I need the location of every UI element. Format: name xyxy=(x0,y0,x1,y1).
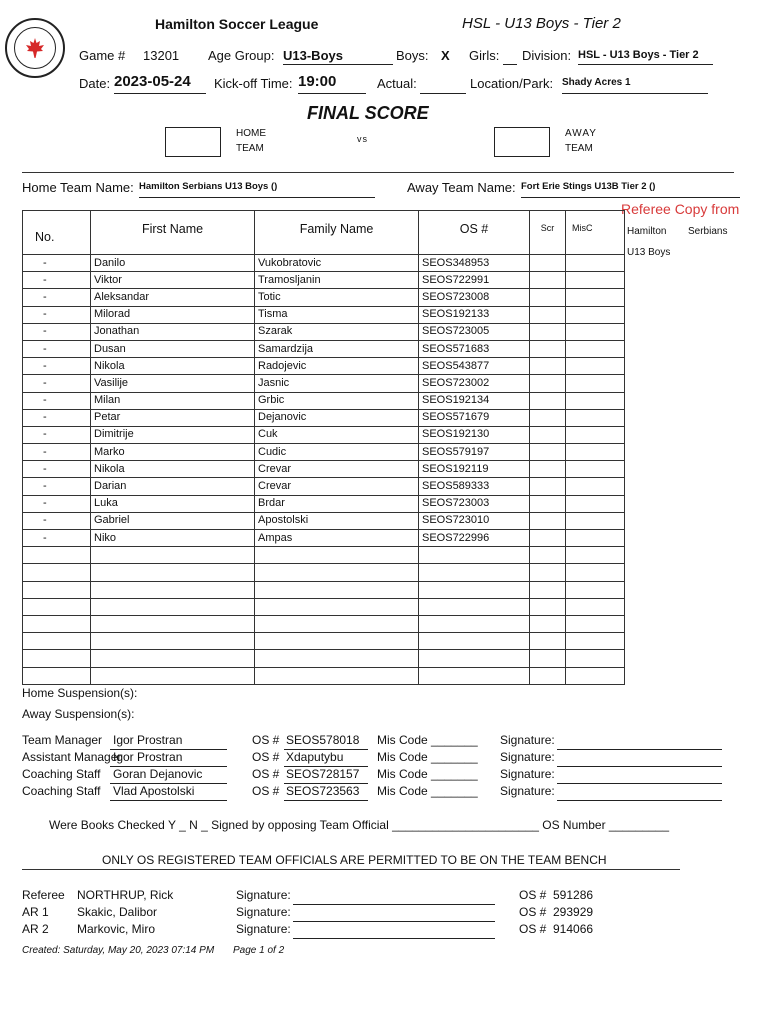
scr-cell[interactable] xyxy=(530,409,566,426)
player-number xyxy=(23,650,91,667)
family-name: Crevar xyxy=(255,478,419,495)
player-number xyxy=(23,667,91,684)
official-signature-label: Signature: xyxy=(236,922,291,936)
family-name: Ampas xyxy=(255,530,419,547)
division-label: Division: xyxy=(522,48,572,63)
player-number: - xyxy=(23,478,91,495)
family-name: Tisma xyxy=(255,306,419,323)
first-name: Dimitrije xyxy=(91,426,255,443)
misc-cell[interactable] xyxy=(566,340,625,357)
staff-role: Team Manager xyxy=(22,733,103,747)
scr-cell[interactable] xyxy=(530,547,566,564)
table-row xyxy=(23,667,625,684)
game-number: 13201 xyxy=(143,48,180,63)
scr-cell[interactable] xyxy=(530,581,566,598)
age-group-value[interactable]: U13-Boys xyxy=(283,48,393,65)
os-number: SEOS543877 xyxy=(419,358,530,375)
family-name xyxy=(255,667,419,684)
misc-cell[interactable] xyxy=(566,495,625,512)
staff-signature-label: Signature: xyxy=(500,767,555,781)
game-label: Game # xyxy=(79,48,126,63)
family-name: Totic xyxy=(255,289,419,306)
division-title: HSL - U13 Boys - Tier 2 xyxy=(462,15,621,32)
scr-cell[interactable] xyxy=(530,358,566,375)
home-team-label-line1: HOME xyxy=(236,128,266,139)
misc-cell[interactable] xyxy=(566,512,625,529)
header-misc: MisC xyxy=(566,211,625,255)
scr-cell[interactable] xyxy=(530,650,566,667)
player-number: - xyxy=(23,272,91,289)
player-number xyxy=(23,615,91,632)
family-name: Cuk xyxy=(255,426,419,443)
os-number: SEOS192130 xyxy=(419,426,530,443)
os-number xyxy=(419,650,530,667)
official-signature-field[interactable] xyxy=(293,903,495,905)
header-no: No. xyxy=(23,211,91,255)
table-row xyxy=(23,564,625,581)
family-name: Grbic xyxy=(255,392,419,409)
misc-cell[interactable] xyxy=(566,375,625,392)
family-name: Brdar xyxy=(255,495,419,512)
player-number xyxy=(23,547,91,564)
first-name: Dusan xyxy=(91,340,255,357)
league-title: Hamilton Soccer League xyxy=(155,16,319,32)
os-number: SEOS723008 xyxy=(419,289,530,306)
misc-cell[interactable] xyxy=(566,392,625,409)
misc-cell[interactable] xyxy=(566,650,625,667)
table-row xyxy=(23,375,625,392)
scr-cell[interactable] xyxy=(530,392,566,409)
table-row xyxy=(23,426,625,443)
boys-value[interactable]: X xyxy=(441,48,450,63)
girls-value[interactable] xyxy=(503,48,517,65)
final-score-title: FINAL SCORE xyxy=(307,103,429,123)
os-number: SEOS722991 xyxy=(419,272,530,289)
player-number: - xyxy=(23,289,91,306)
staff-name: Vlad Apostolski xyxy=(113,784,195,798)
family-name: Vukobratovic xyxy=(255,255,419,272)
misc-cell[interactable] xyxy=(566,530,625,547)
misc-cell[interactable] xyxy=(566,409,625,426)
misc-cell[interactable] xyxy=(566,478,625,495)
table-row xyxy=(23,495,625,512)
misc-cell[interactable] xyxy=(566,289,625,306)
family-name xyxy=(255,581,419,598)
family-name xyxy=(255,650,419,667)
table-row xyxy=(23,547,625,564)
staff-mis-code: Mis Code _______ xyxy=(377,733,478,747)
official-name: NORTHRUP, Rick xyxy=(77,888,174,902)
misc-cell[interactable] xyxy=(566,461,625,478)
family-name: Samardzija xyxy=(255,340,419,357)
os-number xyxy=(419,667,530,684)
first-name: Darian xyxy=(91,478,255,495)
player-number: - xyxy=(23,392,91,409)
staff-signature-field[interactable] xyxy=(557,748,722,750)
os-number: SEOS192133 xyxy=(419,306,530,323)
scr-cell[interactable] xyxy=(530,461,566,478)
scr-cell[interactable] xyxy=(530,598,566,615)
os-number xyxy=(419,547,530,564)
bench-notice: ONLY OS REGISTERED TEAM OFFICIALS ARE PERMITTED TO BE ON THE TEAM BENCH xyxy=(102,853,607,867)
player-number: - xyxy=(23,375,91,392)
scr-cell[interactable] xyxy=(530,340,566,357)
location-value[interactable]: Shady Acres 1 xyxy=(562,77,708,94)
scr-cell[interactable] xyxy=(530,495,566,512)
location-label: Location/Park: xyxy=(470,76,554,91)
first-name xyxy=(91,633,255,650)
staff-os-label: OS # xyxy=(252,750,280,764)
staff-mis-code: Mis Code _______ xyxy=(377,784,478,798)
staff-os-number: SEOS578018 xyxy=(286,733,360,747)
header-os-number: OS # xyxy=(419,211,530,255)
home-score-box[interactable] xyxy=(165,127,221,157)
player-number: - xyxy=(23,426,91,443)
first-name: Nikola xyxy=(91,358,255,375)
os-number: SEOS192134 xyxy=(419,392,530,409)
os-number xyxy=(419,633,530,650)
scr-cell[interactable] xyxy=(530,615,566,632)
staff-mis-code: Mis Code _______ xyxy=(377,767,478,781)
table-row xyxy=(23,306,625,323)
table-row xyxy=(23,598,625,615)
scr-cell[interactable] xyxy=(530,289,566,306)
away-suspensions-label: Away Suspension(s): xyxy=(22,707,135,721)
os-number: SEOS348953 xyxy=(419,255,530,272)
player-number: - xyxy=(23,409,91,426)
family-name xyxy=(255,633,419,650)
created-timestamp: Created: Saturday, May 20, 2023 07:14 PM xyxy=(22,945,215,956)
family-name: Crevar xyxy=(255,461,419,478)
scr-cell[interactable] xyxy=(530,323,566,340)
scr-cell[interactable] xyxy=(530,478,566,495)
first-name xyxy=(91,598,255,615)
official-os-label: OS # xyxy=(519,888,547,902)
table-row xyxy=(23,650,625,667)
away-team-label-line2: TEAM xyxy=(565,143,593,154)
staff-os-underline xyxy=(284,799,368,801)
family-name: Tramosljanin xyxy=(255,272,419,289)
misc-cell[interactable] xyxy=(566,615,625,632)
family-name xyxy=(255,615,419,632)
first-name xyxy=(91,650,255,667)
staff-os-label: OS # xyxy=(252,784,280,798)
vs-label: vs xyxy=(357,134,368,144)
first-name: Gabriel xyxy=(91,512,255,529)
table-row xyxy=(23,461,625,478)
table-row xyxy=(23,581,625,598)
os-number: SEOS723010 xyxy=(419,512,530,529)
table-row xyxy=(23,478,625,495)
kickoff-label: Kick-off Time: xyxy=(214,76,293,91)
staff-os-label: OS # xyxy=(252,767,280,781)
staff-role: Coaching Staff xyxy=(22,767,101,781)
division-value[interactable]: HSL - U13 Boys - Tier 2 xyxy=(578,49,713,65)
misc-cell[interactable] xyxy=(566,444,625,461)
table-row xyxy=(23,289,625,306)
player-number: - xyxy=(23,358,91,375)
staff-os-number: SEOS728157 xyxy=(286,767,360,781)
misc-cell[interactable] xyxy=(566,306,625,323)
first-name: Jonathan xyxy=(91,323,255,340)
table-row xyxy=(23,272,625,289)
os-number xyxy=(419,615,530,632)
roster-table xyxy=(22,210,625,685)
first-name xyxy=(91,581,255,598)
official-role: AR 2 xyxy=(22,922,49,936)
os-number: SEOS723003 xyxy=(419,495,530,512)
referee-copy-word2: Serbians xyxy=(688,226,728,237)
staff-os-label: OS # xyxy=(252,733,280,747)
scr-cell[interactable] xyxy=(530,512,566,529)
os-number xyxy=(419,564,530,581)
misc-cell[interactable] xyxy=(566,598,625,615)
home-team-label-line2: TEAM xyxy=(236,143,264,154)
staff-signature-field[interactable] xyxy=(557,799,722,801)
misc-cell[interactable] xyxy=(566,426,625,443)
roster-header-row xyxy=(23,211,625,255)
header-first-name: First Name xyxy=(91,211,255,255)
os-number: SEOS723002 xyxy=(419,375,530,392)
first-name xyxy=(91,564,255,581)
girls-label: Girls: xyxy=(469,48,500,63)
first-name: Nikola xyxy=(91,461,255,478)
staff-role: Coaching Staff xyxy=(22,784,101,798)
home-team-name-label: Home Team Name: xyxy=(22,180,134,195)
table-row xyxy=(23,444,625,461)
scr-cell[interactable] xyxy=(530,530,566,547)
misc-cell[interactable] xyxy=(566,358,625,375)
scr-cell[interactable] xyxy=(530,255,566,272)
player-number: - xyxy=(23,512,91,529)
os-number: SEOS589333 xyxy=(419,478,530,495)
os-number: SEOS579197 xyxy=(419,444,530,461)
age-group-label: Age Group: xyxy=(208,48,275,63)
first-name xyxy=(91,615,255,632)
family-name: Jasnic xyxy=(255,375,419,392)
family-name xyxy=(255,598,419,615)
date-value[interactable]: 2023-05-24 xyxy=(114,73,206,94)
staff-signature-field[interactable] xyxy=(557,782,722,784)
player-number: - xyxy=(23,306,91,323)
player-number: - xyxy=(23,530,91,547)
scr-cell[interactable] xyxy=(530,306,566,323)
first-name xyxy=(91,547,255,564)
maple-leaf-icon xyxy=(14,27,56,69)
staff-signature-label: Signature: xyxy=(500,750,555,764)
official-signature-label: Signature: xyxy=(236,888,291,902)
misc-cell[interactable] xyxy=(566,633,625,650)
player-number: - xyxy=(23,255,91,272)
staff-name: Igor Prostran xyxy=(113,733,183,747)
table-row xyxy=(23,255,625,272)
os-number xyxy=(419,598,530,615)
staff-name-underline xyxy=(110,799,227,801)
header-scr: Scr xyxy=(530,211,566,255)
first-name: Danilo xyxy=(91,255,255,272)
staff-mis-code: Mis Code _______ xyxy=(377,750,478,764)
first-name: Luka xyxy=(91,495,255,512)
first-name: Viktor xyxy=(91,272,255,289)
staff-name: Igor Prostran xyxy=(113,750,183,764)
player-number xyxy=(23,581,91,598)
staff-name: Goran Dejanovic xyxy=(113,767,203,781)
page-number: Page 1 of 2 xyxy=(233,945,285,956)
player-number: - xyxy=(23,323,91,340)
official-os-label: OS # xyxy=(519,905,547,919)
home-suspensions-label: Home Suspension(s): xyxy=(22,686,138,700)
table-row xyxy=(23,323,625,340)
away-team-name-label: Away Team Name: xyxy=(407,180,516,195)
player-number: - xyxy=(23,444,91,461)
os-number: SEOS722996 xyxy=(419,530,530,547)
misc-cell[interactable] xyxy=(566,255,625,272)
table-row xyxy=(23,512,625,529)
boys-label: Boys: xyxy=(396,48,429,63)
player-number xyxy=(23,598,91,615)
away-team-name-value[interactable]: Fort Erie Stings U13B Tier 2 () xyxy=(521,181,740,198)
referee-copy-word1: Hamilton xyxy=(627,226,667,237)
family-name: Dejanovic xyxy=(255,409,419,426)
header-family-name: Family Name xyxy=(255,211,419,255)
family-name: Radojevic xyxy=(255,358,419,375)
first-name: Milan xyxy=(91,392,255,409)
official-os-number: 293929 xyxy=(553,905,594,919)
first-name: Milorad xyxy=(91,306,255,323)
actual-value[interactable] xyxy=(420,76,466,94)
scr-cell[interactable] xyxy=(530,272,566,289)
first-name: Vasilije xyxy=(91,375,255,392)
first-name xyxy=(91,667,255,684)
official-role: AR 1 xyxy=(22,905,49,919)
staff-signature-label: Signature: xyxy=(500,733,555,747)
os-number: SEOS723005 xyxy=(419,323,530,340)
league-logo xyxy=(5,18,65,78)
misc-cell[interactable] xyxy=(566,323,625,340)
staff-role: Assistant Manager xyxy=(22,750,122,764)
away-team-label-line1: AWAY xyxy=(565,128,597,139)
family-name xyxy=(255,564,419,581)
os-number xyxy=(419,581,530,598)
os-number: SEOS192119 xyxy=(419,461,530,478)
staff-os-number: SEOS723563 xyxy=(286,784,360,798)
scr-cell[interactable] xyxy=(530,426,566,443)
misc-cell[interactable] xyxy=(566,272,625,289)
official-os-number: 914066 xyxy=(553,922,594,936)
misc-cell[interactable] xyxy=(566,667,625,684)
family-name: Apostolski xyxy=(255,512,419,529)
table-row xyxy=(23,530,625,547)
official-name: Markovic, Miro xyxy=(77,922,156,936)
table-row xyxy=(23,615,625,632)
table-row xyxy=(23,633,625,650)
away-score-box[interactable] xyxy=(494,127,550,157)
official-signature-field[interactable] xyxy=(293,937,495,939)
family-name: Cudic xyxy=(255,444,419,461)
player-number: - xyxy=(23,461,91,478)
misc-cell[interactable] xyxy=(566,581,625,598)
official-signature-field[interactable] xyxy=(293,920,495,922)
scr-cell[interactable] xyxy=(530,375,566,392)
os-number: SEOS571683 xyxy=(419,340,530,357)
official-os-label: OS # xyxy=(519,922,547,936)
player-number xyxy=(23,633,91,650)
family-name: Szarak xyxy=(255,323,419,340)
official-role: Referee xyxy=(22,888,65,902)
family-name xyxy=(255,547,419,564)
kickoff-value[interactable]: 19:00 xyxy=(298,73,366,94)
official-name: Skakic, Dalibor xyxy=(77,905,158,919)
official-signature-label: Signature: xyxy=(236,905,291,919)
scr-cell[interactable] xyxy=(530,444,566,461)
divider xyxy=(22,172,734,173)
misc-cell[interactable] xyxy=(566,564,625,581)
table-row xyxy=(23,409,625,426)
misc-cell[interactable] xyxy=(566,547,625,564)
player-number xyxy=(23,564,91,581)
scr-cell[interactable] xyxy=(530,667,566,684)
scr-cell[interactable] xyxy=(530,564,566,581)
scr-cell[interactable] xyxy=(530,633,566,650)
os-number: SEOS571679 xyxy=(419,409,530,426)
first-name: Marko xyxy=(91,444,255,461)
staff-os-number: Xdaputybu xyxy=(286,750,344,764)
first-name: Aleksandar xyxy=(91,289,255,306)
date-label: Date: xyxy=(79,76,111,91)
books-checked-line: Were Books Checked Y _ N _ Signed by opposing Team Official ______________________ OS Number _________ xyxy=(49,818,669,832)
bench-divider xyxy=(22,869,680,870)
referee-copy-word3: U13 Boys xyxy=(627,247,671,258)
first-name: Niko xyxy=(91,530,255,547)
player-number: - xyxy=(23,340,91,357)
actual-label: Actual: xyxy=(377,76,417,91)
table-row xyxy=(23,340,625,357)
home-team-name-value[interactable]: Hamilton Serbians U13 Boys () xyxy=(139,181,375,198)
official-os-number: 591286 xyxy=(553,888,594,902)
table-row xyxy=(23,392,625,409)
referee-copy-title: Referee Copy from xyxy=(621,201,740,217)
first-name: Petar xyxy=(91,409,255,426)
staff-signature-field[interactable] xyxy=(557,765,722,767)
table-row xyxy=(23,358,625,375)
staff-signature-label: Signature: xyxy=(500,784,555,798)
player-number: - xyxy=(23,495,91,512)
